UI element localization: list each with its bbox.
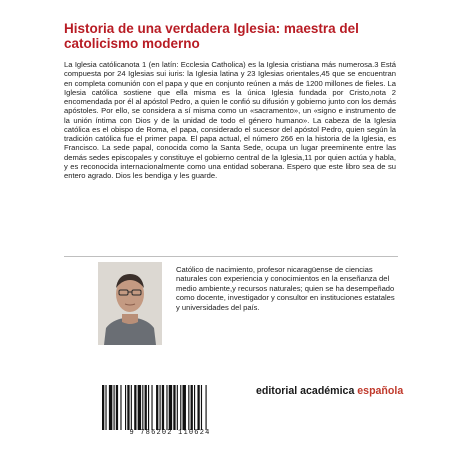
isbn-barcode [98, 385, 246, 430]
divider [64, 256, 398, 257]
author-photo [98, 262, 162, 345]
author-bio: Católico de nacimiento, profesor nicaragüense de ciencias naturales con experiencia y conocimientos en la enseñanza del medio ambiente,y recursos naturales; quien se ha desempeñado como docente, investigador y consultor en instituciones estatales y universidades del país. [176, 265, 395, 312]
isbn-number: 9 786202 110624 [129, 429, 211, 437]
book-description: La Iglesia católicanota 1 (en latín: Ecclesia Catholica) es la Iglesia cristiana más numerosa.3 Está compuesta por 24 Iglesias sui iuris: la Iglesia latina y 23 Iglesias orientales,45 que se encuentran en completa comunión con el papa y que en conjunto reúnen a más de 1200 millones de fieles. La Iglesia católica sostiene que ella misma es la única Iglesia fundada por Cristo,nota 2 encomendada por él al apóstol Pedro, a quien le confió su difusión y gobierno junto con los demás apóstoles. Por ello, se considera a sí misma como un «sacramento», un «signo e instrumento de la unión íntima con Dios y de la unidad de todo el género humano». La cabeza de la Iglesia católica es el obispo de Roma, el papa, considerado el sucesor del apóstol Pedro, quien según la tradición católica fue el primer papa. El papa actual, el número 266 en la historia de la Iglesia, es Francisco. La sede papal, conocida como la Santa Sede, ocupa un lugar preeminente entre las demás sedes episcopales y constituye el gobierno central de la Iglesia,11 por quien actúa y habla, y es reconocida internacionalmente como una entidad soberana. Espero que este libro sea de su entero agrado. Dios les bendiga y les guarde. [64, 60, 396, 180]
publisher-name [256, 385, 416, 397]
barcode-icon [98, 385, 246, 430]
publisher-name-main: editorial académica [256, 385, 358, 397]
publisher-name-accent: española [357, 385, 404, 397]
book-title: Historia de una verdadera Iglesia: maestra del catolicismo moderno [64, 21, 359, 51]
author-portrait-icon [98, 262, 162, 345]
